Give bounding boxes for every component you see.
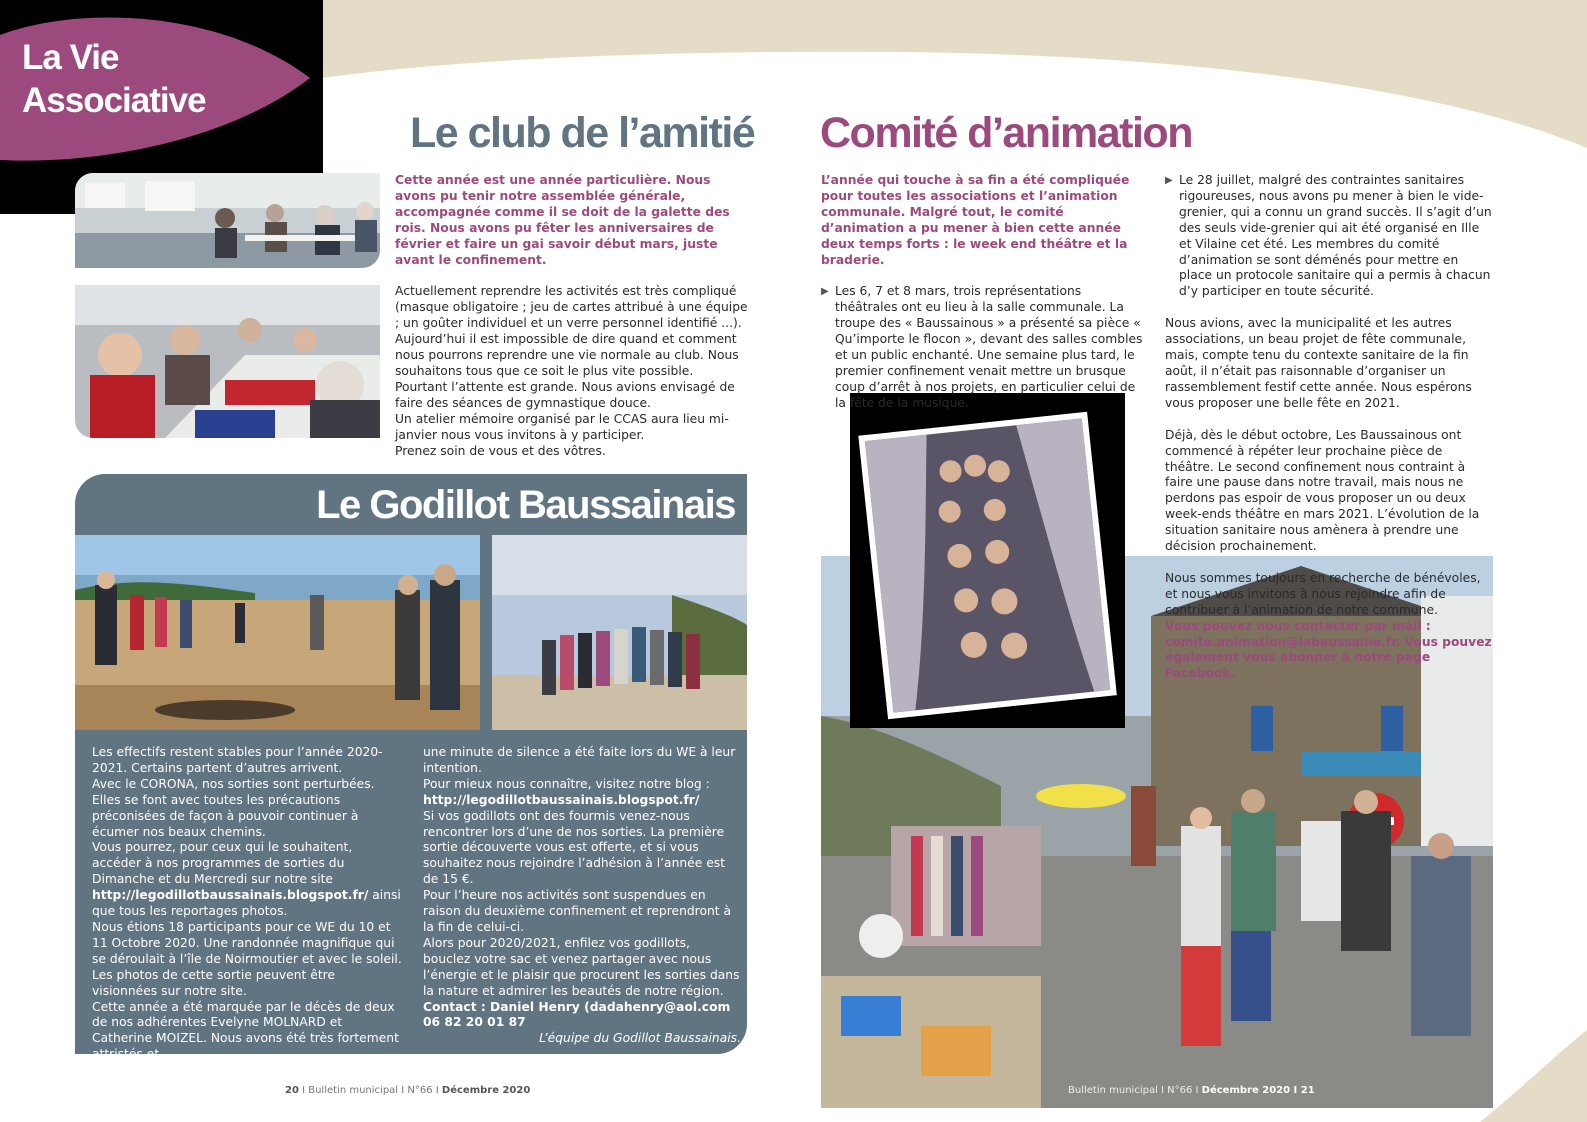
club-photo-1 <box>75 173 380 268</box>
godillot-paragraph: Alors pour 2020/2021, enfilez vos godillots, bouclez votre sac et venez partager avec nous l’énergie et le plaisir que procurent les sorties dans la nature et admirer les beautés de notre région. <box>423 935 740 998</box>
footer-right-date: Décembre 2020 <box>1201 1085 1291 1096</box>
comite-bullet-vide-grenier: ▶ Le 28 juillet, malgré des contraintes sanitaires rigoureuses, nous avons pu mener à bien le vide-grenier, qui a connu un grand succès. Il s’agit d’un des seuls vide-grenier qui ait été organisé en Ille et Vilaine cet été. Les membres du comité d’animation se sont déménés pour mettre en place un protocole sanitaire qui a permis à chacun d’y participer en toute sécurité. <box>1165 173 1495 300</box>
godillot-paragraph: Nous étions 18 participants pour ce WE du 10 et 11 Octobre 2020. Une randonnée magnifique qui se déroulait à l’île de Noirmoutier et avec le soleil. Les photos de cette sortie peuvent être visionnées sur notre site. <box>92 919 402 998</box>
godillot-signature: L’équipe du Godillot Baussainais. <box>539 1031 741 1046</box>
comite-bullet-theatre: ▶ Les 6, 7 et 8 mars, trois représentations théâtrales ont eu lieu à la salle communale. La troupe des « Baussainous » a présenté sa pièce « Qu’importe le flocon », devant des salles combles et un public enchanté. Une semaine plus tard, le premier confinement venait mettre un brusque coup d’arrêt à nos projets, en particulier celui de la fête de la musique. <box>821 284 1143 411</box>
godillot-title: Le Godillot Baussainais <box>316 483 735 527</box>
godillot-photo-group <box>492 535 747 730</box>
section-tag <box>22 36 206 122</box>
godillot-paragraph <box>92 840 402 920</box>
godillot-blog-link[interactable]: http://legodillotbaussainais.blogspot.fr/ <box>423 792 700 807</box>
comite-title: Comité d’animation <box>820 109 1192 157</box>
club-paragraph: Actuellement reprendre les activités est très compliqué (masque obligatoire ; jeu de cartes attribué à une équipe ; un goûter individuel et un verre personnel identifié ...). Aujourd’hui il est impossible de dire quand et comment nous pourrons reprendre une vie normale au club. Nous souhaitons tous que ce soit le plus vite possible. <box>395 284 748 378</box>
godillot-paragraph: Pour l’heure nos activités sont suspendues en raison du deuxième confinement et reprendront à la fin de celui-ci. <box>423 888 732 934</box>
godillot-paragraph: Si vos godillots ont des fourmis venez-nous rencontrer lors d’une de nos sorties. La première sortie découverte vous est offerte, et si vous souhaitez nous rejoindre l’adhésion à l’année est de 15 €. <box>423 808 726 887</box>
footer-right <box>1068 1085 1315 1096</box>
godillot-paragraph: une minute de silence a été faite lors du WE à leur intention. <box>423 745 736 775</box>
club-title: Le club de l’amitié <box>410 109 755 157</box>
club-intro: Cette année est une année particulière. Nous avons pu tenir notre assemblée générale, accompagnée comme il se doit de la galette des rois. Nous avons pu fêter les anniversaires de février et faire un gai savoir début mars, juste avant le confinement. <box>395 173 730 267</box>
comite-photo-theatre <box>850 393 1125 728</box>
club-paragraph: Un atelier mémoire organisé par le CCAS aura lieu mi-janvier nous vous invitons à y participer. <box>395 411 729 442</box>
comite-paragraph: Déjà, dès le début octobre, Les Baussainous ont commencé à répéter leur prochaine pièce de théâtre. Le second confinement nous contraint à faire une pause dans notre travail, mais nous ne perdons pas espoir de vous proposer un ou deux week-ends théâtre en mars 2021. L’évolution de la situation sanitaire nous amènera à prendre une décision prochainement. <box>1165 427 1480 554</box>
club-photo-2 <box>75 285 380 438</box>
comite-paragraph: Nous avions, avec la municipalité et les autres associations, un beau projet de fête communale, mais, compte tenu du contexte sanitaire de la fin août, il n’était pas raisonnable d’organiser un rassemblement festif cette année. Nous espérons vous proposer une belle fête en 2021. <box>1165 316 1472 410</box>
comite-col1 <box>821 173 1143 412</box>
godillot-paragraph: Cette année a été marquée par le décès de deux de nos adhérentes Evelyne MOLNARD et Catherine MOIZEL. Nous avons été très fortement attristés et <box>92 999 399 1062</box>
footer-right-text: Bulletin municipal I N°66 I <box>1068 1085 1202 1096</box>
godillot-col2 <box>423 745 741 1047</box>
comite-intro: L’année qui touche à sa fin a été compliquée pour toutes les associations et l’animation communale. Malgré tout, le comité d’animation a pu mener à bien cette année deux temps forts : le week end théâtre et la braderie. <box>821 173 1130 267</box>
comite-col2 <box>1165 173 1495 682</box>
club-paragraph: Pourtant l’attente est grande. Nous avions envisagé de faire des séances de gymnastique douce. <box>395 379 735 410</box>
footer-left-page: 20 <box>285 1085 299 1096</box>
comite-paragraph: Nous sommes toujours en recherche de bénévoles, et nous vous invitons à nous rejoindre afin de contribuer à l’animation de notre commune. <box>1165 570 1481 617</box>
godillot-paragraph: Avec le CORONA, nos sorties sont perturbées. Elles se font avec toutes les précautions préconisées de façon à pouvoir continuer à écumer nos beaux chemins. <box>92 776 375 839</box>
godillot-photo-beach <box>75 535 480 730</box>
footer-left-date: Décembre 2020 <box>441 1085 531 1096</box>
godillot-site-link[interactable]: http://legodillotbaussainais.blogspot.fr/ <box>92 888 369 903</box>
comite-contact: Vous pouvez nous contacter par mail : comite.animation@labaussaine.fr. Vous pouvez également vous abonner à notre page Facebook. <box>1165 618 1492 681</box>
godillot-phone: 06 82 20 01 87 <box>423 1015 526 1030</box>
section-tag-line1: La Vie <box>22 38 119 77</box>
godillot-paragraph: Pour mieux nous connaître, visitez notre blog : <box>423 776 710 791</box>
godillot-site-outro: ainsi que tous les reportages photos. <box>92 888 401 919</box>
godillot-contact: Contact : Daniel Henry (dadahenry@aol.com <box>423 999 731 1014</box>
godillot-site-intro: Vous pourrez, pour ceux qui le souhaitent, accéder à nos programmes de sorties du Dimanche et du Mercredi sur notre site <box>92 840 353 887</box>
godillot-col1 <box>92 745 402 1063</box>
section-tag-line2: Associative <box>22 81 206 120</box>
footer-right-page: I 21 <box>1290 1085 1315 1096</box>
footer-left-text: I Bulletin municipal I N°66 I <box>298 1085 442 1096</box>
club-paragraph: Prenez soin de vous et des vôtres. <box>395 443 606 458</box>
club-text <box>395 173 750 459</box>
godillot-paragraph: Les effectifs restent stables pour l’année 2020-2021. Certains partent d’autres arrivent. <box>92 745 383 775</box>
footer-left <box>285 1085 530 1096</box>
